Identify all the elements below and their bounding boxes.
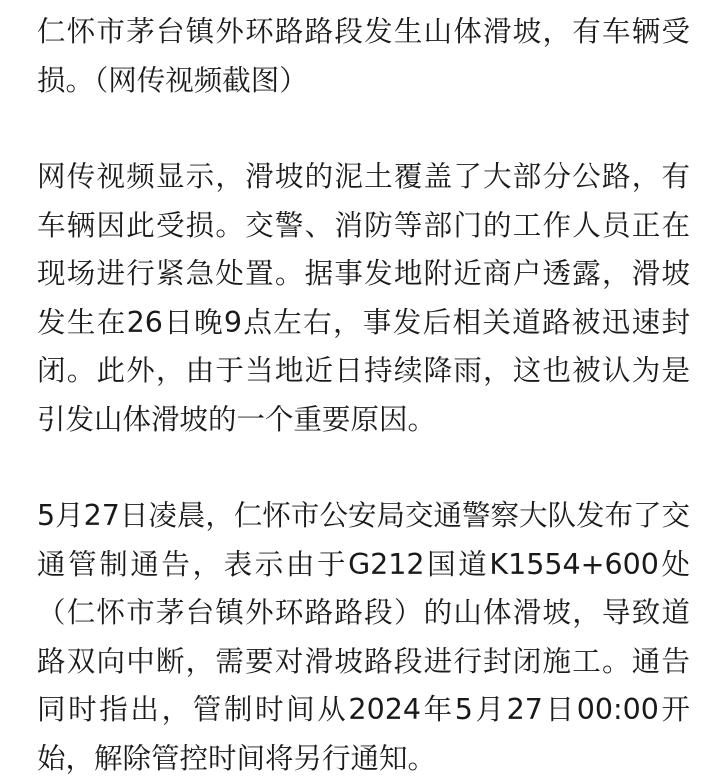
article-paragraph: 5月27日凌晨，仁怀市公安局交通警察大队发布了交通管制通告，表示由于G212国道K1554+600处（仁怀市茅台镇外环路路段）的山体滑坡，导致道路双向中断，需要对滑坡路段进行封闭施工。通告同时指出，管制时间从2024年5月27日00:00开始，解除管控时间将另行通知。 [37,499,690,775]
image-caption-paragraph: 仁怀市茅台镇外环路路段发生山体滑坡，有车辆受损。（网传视频截图） [37,15,690,97]
article-paragraph: 网传视频显示，滑坡的泥土覆盖了大部分公路，有车辆因此受损。交警、消防等部门的工作人员正在现场进行紧急处置。据事发地附近商户透露，滑坡发生在26日晚9点左右，事发后相关道路被迅速封闭。此外，由于当地近日持续降雨，这也被认为是引发山体滑坡的一个重要原因。 [37,160,690,436]
